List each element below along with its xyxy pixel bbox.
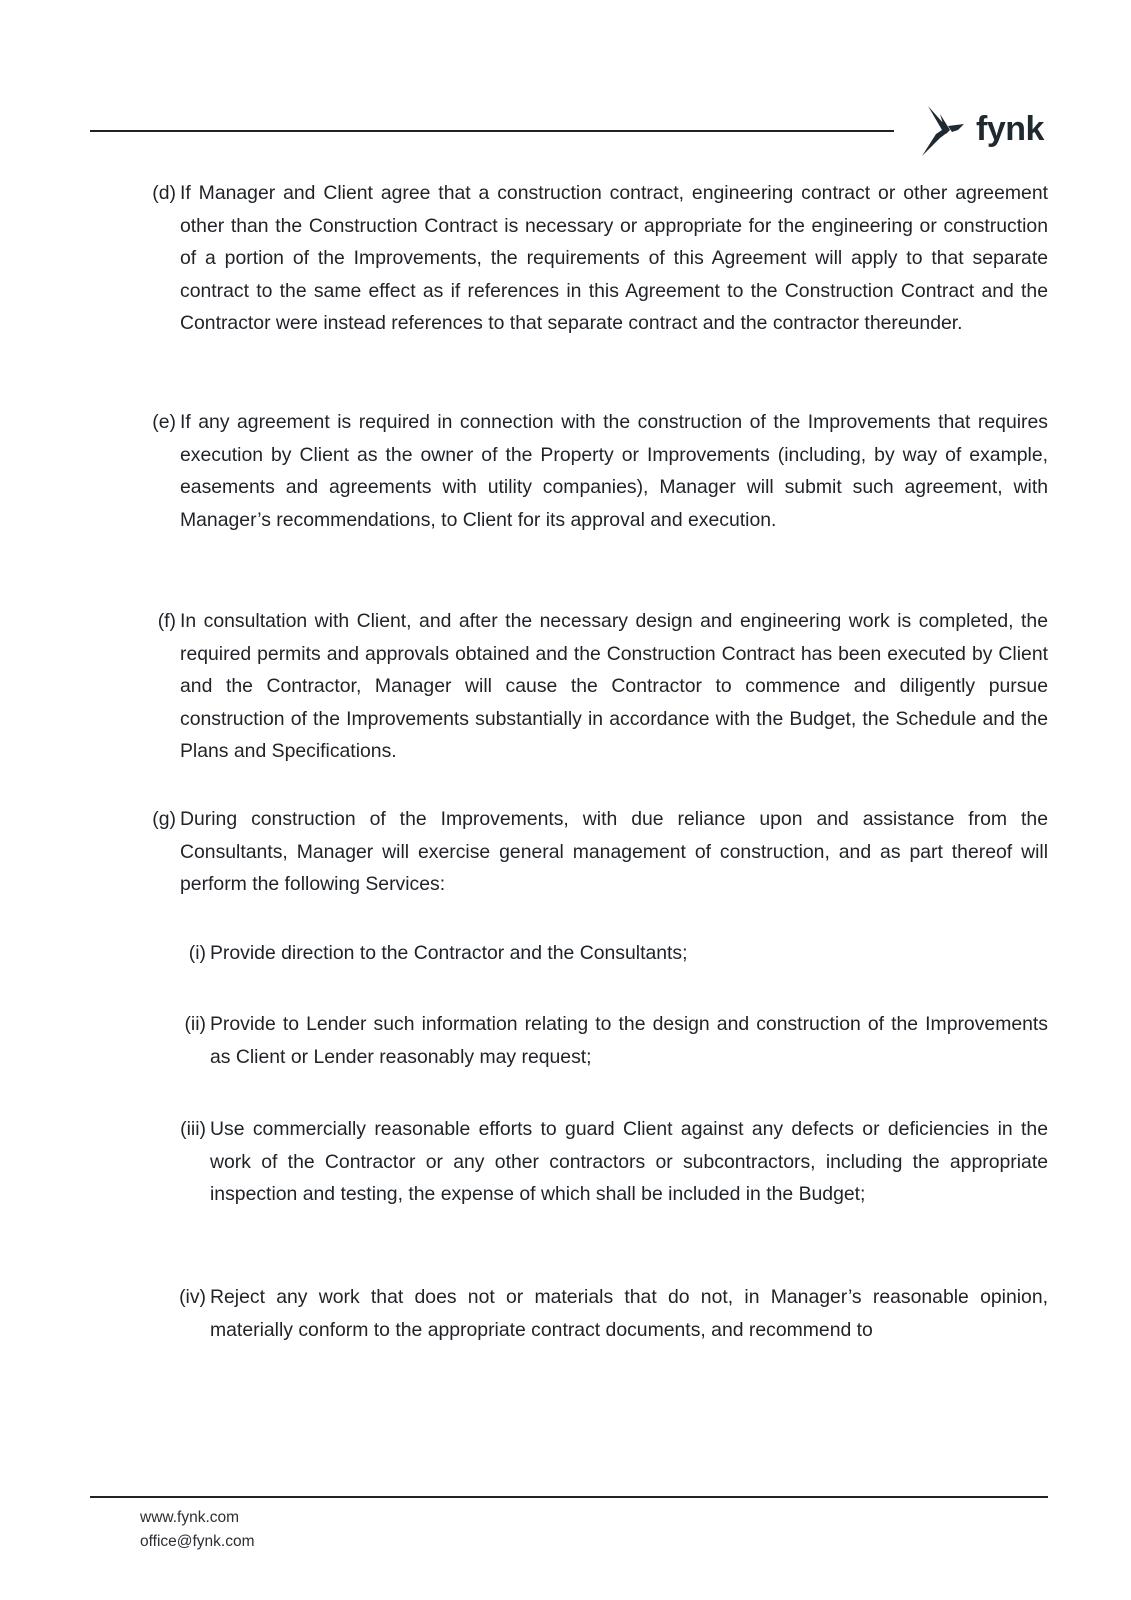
footer-email[interactable]: office@fynk.com [140, 1533, 255, 1550]
subclause-text: Provide direction to the Contractor and the Consultants; [210, 942, 688, 964]
subclause-iii [180, 1113, 1048, 1211]
subclause-ii [184, 1008, 1048, 1073]
fynk-bird-icon [918, 104, 974, 160]
clause-text: In consultation with Client, and after the necessary design and engineering work is completed, the required permits and approvals obtained and the Construction Contract has been executed by Client and the Contractor, Manager will cause the Contractor to commence and diligently pursue construction of the Improvements substantially in accordance with the Budget, the Schedule and the Plans and Specifications. [180, 610, 1048, 762]
subclause-text: Use commercially reasonable efforts to guard Client against any defects or deficiencies in the work of the Contractor or any other contractors or subcontractors, including the appropriate inspection and testing, the expense of which shall be included in the Budget; [210, 1118, 1048, 1205]
footer-divider [90, 1496, 1048, 1498]
clause-f [157, 605, 1048, 768]
subclause-marker: (iv) [179, 1286, 206, 1308]
footer-website[interactable]: www.fynk.com [140, 1509, 240, 1526]
footer [140, 1506, 255, 1554]
clause-marker: (g) [152, 808, 176, 830]
clause-marker: (e) [152, 411, 176, 433]
subclause-i [188, 937, 1048, 970]
subclause-iv [179, 1281, 1048, 1346]
subclause-marker: (ii) [184, 1013, 206, 1035]
subclause-text: Reject any work that does not or materials that do not, in Manager’s reasonable opinion, materially conform to the appropriate contract documents, and recommend to [210, 1286, 1048, 1341]
clause-e [152, 406, 1048, 536]
subclause-text: Provide to Lender such information relating to the design and construction of the Improvements as Client or Lender reasonably may request; [210, 1013, 1048, 1068]
subclause-marker: (iii) [180, 1118, 206, 1140]
clause-text: If any agreement is required in connection with the construction of the Improvements that requires execution by Client as the owner of the Property or Improvements (including, by way of example, easements and agreements with utility companies), Manager will submit such agreement, with Manager’s recommendations, to Client for its approval and execution. [180, 411, 1048, 531]
clause-text: During construction of the Improvements, with due reliance upon and assistance from the Consultants, Manager will exercise general management of construction, and as part thereof will perform the following Services: [180, 808, 1048, 895]
clause-d [152, 177, 1048, 340]
clause-marker: (f) [157, 610, 176, 632]
logo-wordmark: fynk [976, 110, 1044, 148]
subclause-marker: (i) [188, 942, 206, 964]
clause-marker: (d) [152, 182, 176, 204]
fynk-logo [918, 104, 1048, 160]
clause-text: If Manager and Client agree that a construction contract, engineering contract or other agreement other than the Construction Contract is necessary or appropriate for the engineering or construction of a portion of the Improvements, the requirements of this Agreement will apply to that separate contract to the same effect as if references in this Agreement to the Construction Contract and the Contractor were instead references to that separate contract and the contractor thereunder. [180, 182, 1048, 334]
header-divider [90, 130, 894, 132]
clause-g [152, 803, 1048, 901]
